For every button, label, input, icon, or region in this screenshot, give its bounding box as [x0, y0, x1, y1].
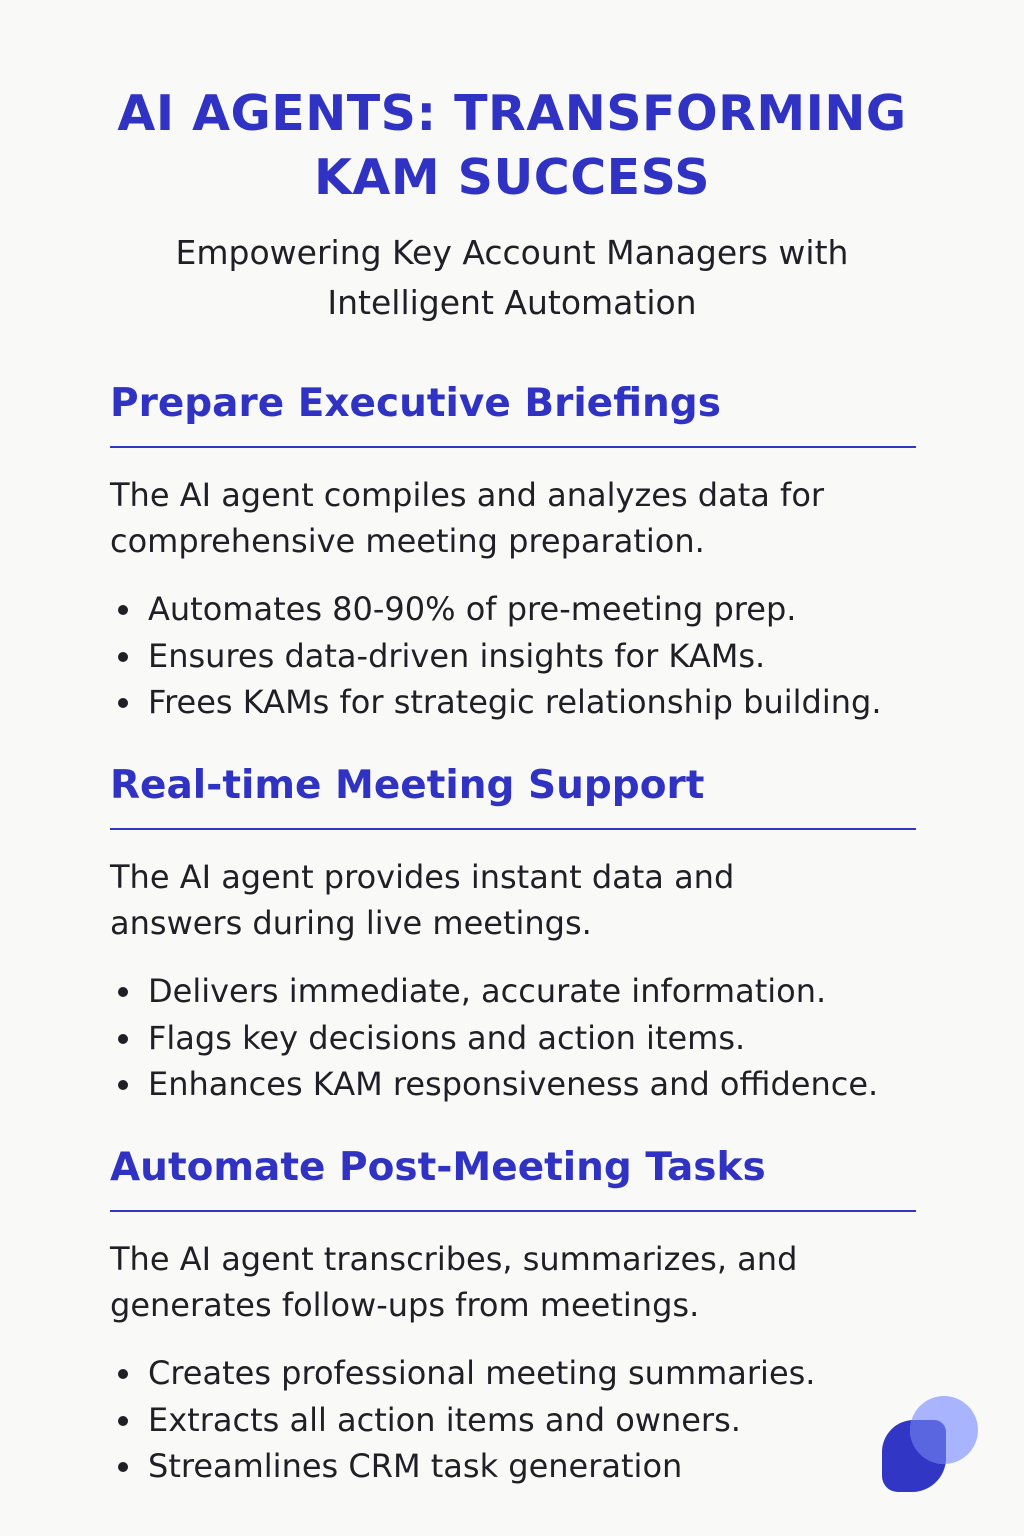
section-heading: Automate Post-Meeting Tasks — [110, 1145, 766, 1190]
bullet-dot-icon — [118, 1034, 128, 1044]
bullet-text: Ensures data-driven insights for KAMs. — [148, 636, 766, 675]
section-heading: Real-time Meeting Support — [110, 763, 705, 808]
bullet-text: Extracts all action items and owners. — [148, 1400, 741, 1439]
bullet-list — [110, 1350, 916, 1490]
bullet-item — [110, 1015, 916, 1062]
bullet-dot-icon — [118, 1416, 128, 1426]
section-divider — [110, 828, 916, 830]
page-subtitle: Empowering Key Account Managers with Intelligent Automation — [175, 233, 849, 322]
bullet-item — [110, 968, 916, 1015]
bullet-item — [110, 586, 916, 633]
bullet-text: Frees KAMs for strategic relationship building. — [148, 683, 882, 721]
bullet-list — [110, 968, 916, 1108]
section-divider — [110, 1210, 916, 1212]
bullet-dot-icon — [118, 1369, 128, 1379]
bullet-item — [110, 679, 916, 726]
bullet-dot-icon — [118, 605, 128, 615]
bullet-dot-icon — [118, 987, 128, 997]
bullet-dot-icon — [118, 1462, 128, 1472]
section-prepare-briefings — [110, 378, 916, 726]
bullet-dot-icon — [118, 698, 128, 708]
bullet-text: Delivers immediate, accurate information. — [148, 972, 827, 1010]
bullet-item — [110, 633, 916, 680]
bullet-item — [110, 1061, 916, 1108]
bullet-item — [110, 1350, 916, 1397]
bullet-list — [110, 586, 916, 726]
bullet-item — [110, 1397, 916, 1444]
section-description: The AI agent provides instant data and answers during live meetings. — [110, 858, 735, 942]
bullet-text: Automates 80-90% of pre-meeting prep. — [148, 590, 797, 628]
bullet-text: Creates professional meeting summaries. — [148, 1354, 816, 1392]
page-title: AI AGENTS: TRANSFORMING KAM SUCCESS — [117, 85, 907, 206]
bullet-item — [110, 1443, 916, 1490]
bullet-text: Flags key decisions and action items. — [148, 1018, 746, 1057]
bullet-dot-icon — [118, 652, 128, 662]
section-realtime-support — [110, 760, 916, 1108]
section-divider — [110, 446, 916, 448]
bullet-text: Streamlines CRM task generation — [148, 1447, 683, 1485]
section-post-meeting — [110, 1142, 916, 1490]
overlapping-circles-logo-icon — [878, 1392, 982, 1496]
bullet-dot-icon — [118, 1080, 128, 1090]
section-heading: Prepare Executive Briefings — [110, 381, 721, 426]
section-description: The AI agent transcribes, summarizes, and generates follow-ups from meetings. — [110, 1240, 798, 1324]
section-description: The AI agent compiles and analyzes data for comprehensive meeting preparation. — [110, 476, 825, 560]
bullet-text: Enhances KAM responsiveness and offidence. — [148, 1065, 879, 1103]
